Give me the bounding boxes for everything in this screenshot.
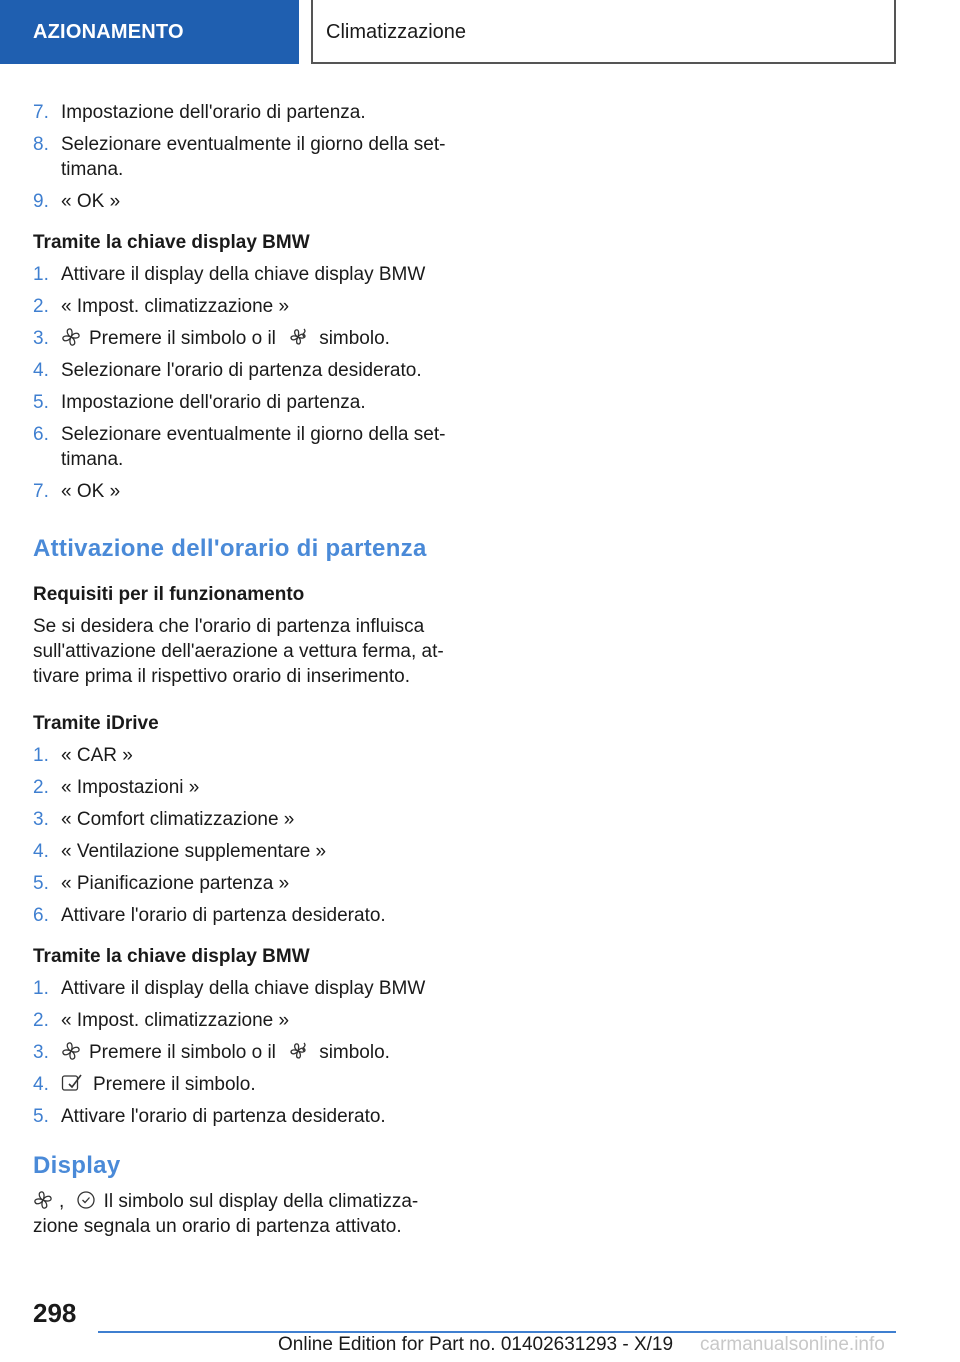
list-text: Impostazione dell'orario di partenza. [61,392,366,413]
list-number: 9. [33,191,49,212]
subheading-display-key: Tramite la chiave display BMW [33,946,310,967]
list-text: « Impost. climatizzazione » [61,1010,290,1031]
list-text: Attivare l'orario di partenza desiderato. [61,1106,386,1127]
list-item [33,326,453,351]
list-text: Attivare il display della chiave display BMW [61,978,426,999]
checkbox-icon [61,1073,83,1093]
list-item [33,871,453,896]
list-item [33,1008,453,1033]
list-text: « OK » [61,481,121,502]
list-number: 6. [33,905,49,926]
list-text: Selezionare eventualmente il giorno della set- timana. [61,424,446,470]
list-number: 6. [33,424,49,445]
list-item [33,422,453,472]
list-number: 2. [33,296,49,317]
list-text: Premere il simbolo. [93,1074,256,1095]
list-number: 5. [33,392,49,413]
fan-heat-icon [289,327,309,347]
section-title-activation: Attivazione dell'orario di partenza [33,535,427,562]
list-text: Attivare l'orario di partenza desiderato. [61,905,386,926]
footer-divider [98,1331,896,1333]
list-item [33,807,453,832]
section-title-display: Display [33,1152,121,1179]
list-number: 7. [33,481,49,502]
display-text-line1: Il simbolo sul display della climatizza- [103,1191,419,1212]
subheading-requirements: Requisiti per il funzionamento [33,584,305,605]
list-item [33,775,453,800]
list-number: 5. [33,1106,49,1127]
list-text: simbolo. [319,1042,390,1063]
footer-edition: Online Edition for Part no. 01402631293 - X/19 [278,1334,674,1355]
steps-list-display-key [33,262,453,504]
list-item [33,743,453,768]
list-number: 8. [33,134,49,155]
list-item [33,390,453,415]
separator-comma: , [59,1191,65,1212]
list-item [33,1040,453,1065]
page-content [33,100,453,1255]
list-text: « Ventilazione supplementare » [61,841,327,862]
list-text: « Pianificazione partenza » [61,873,290,894]
list-text: Selezionare l'orario di partenza desiderato. [61,360,422,381]
list-item [33,358,453,383]
steps-list-display-key-activation [33,976,453,1129]
requirements-text: Se si desidera che l'orario di partenza influisca sull'attivazione dell'aerazione a vettura ferma, at-tivare prima il rispettivo orario di inserimento. [33,616,444,687]
watermark: carmanualsonline.info [700,1334,885,1355]
list-text: « CAR » [61,745,133,766]
header-chapter-title: Climatizzazione [311,0,896,64]
fan-heat-icon [289,1041,309,1061]
list-text: Premere il simbolo o il [89,328,276,349]
list-text: « Comfort climatizzazione » [61,809,295,830]
list-number: 2. [33,1010,49,1031]
list-number: 7. [33,102,49,123]
list-item [33,294,453,319]
steps-list-idrive [33,743,453,928]
list-item [33,479,453,504]
display-text-line2: zione segnala un orario di partenza attivato. [33,1216,402,1237]
page-number: 298 [33,1298,77,1328]
fan-icon [33,1190,53,1210]
list-item [33,132,453,182]
list-item [33,903,453,928]
list-item [33,262,453,287]
list-number: 4. [33,1074,49,1095]
list-number: 3. [33,809,49,830]
list-item [33,189,453,214]
list-text: « Impost. climatizzazione » [61,296,290,317]
header-section-tab: AZIONAMENTO [0,0,299,64]
list-text: « OK » [61,191,121,212]
list-item [33,839,453,864]
clock-icon [76,1190,96,1210]
list-text: Attivare il display della chiave display BMW [61,264,426,285]
list-number: 2. [33,777,49,798]
list-text: Selezionare eventualmente il giorno della set- timana. [61,134,446,180]
list-text: simbolo. [319,328,390,349]
fan-icon [61,327,81,347]
fan-icon [61,1041,81,1061]
list-item [33,1104,453,1129]
list-item [33,1072,453,1097]
display-text [33,1189,453,1239]
list-number: 1. [33,264,49,285]
list-number: 1. [33,978,49,999]
list-text: « Impostazioni » [61,777,200,798]
list-number: 3. [33,328,49,349]
list-item [33,976,453,1001]
list-number: 4. [33,841,49,862]
list-number: 5. [33,873,49,894]
subheading-display-key: Tramite la chiave display BMW [33,232,310,253]
list-number: 4. [33,360,49,381]
list-number: 3. [33,1042,49,1063]
list-text: Premere il simbolo o il [89,1042,276,1063]
subheading-idrive: Tramite iDrive [33,713,159,734]
list-item [33,100,453,125]
steps-list-continued [33,100,453,214]
list-text: Impostazione dell'orario di partenza. [61,102,366,123]
list-number: 1. [33,745,49,766]
